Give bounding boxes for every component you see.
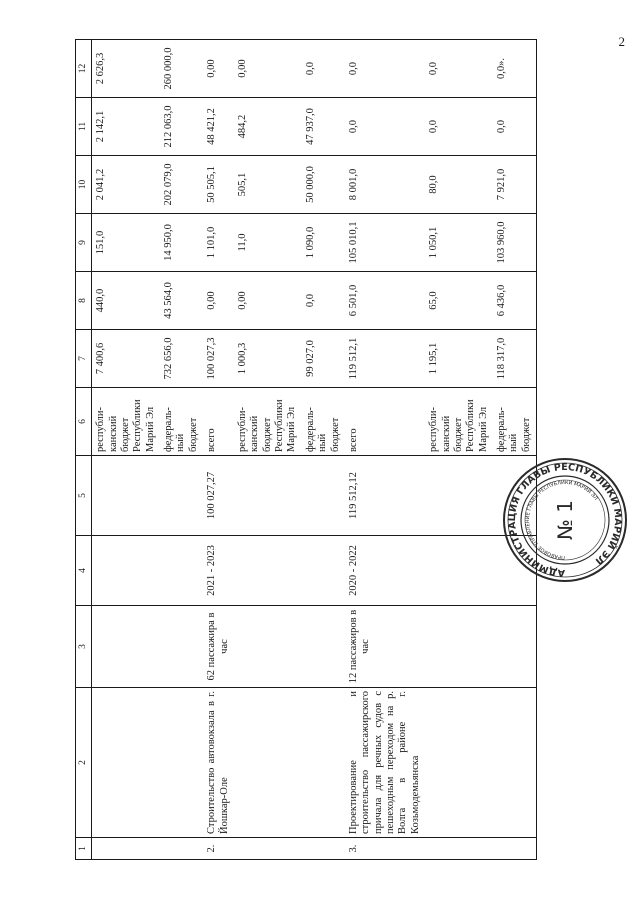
amount-cell-col11: 0,0	[345, 98, 425, 156]
row-number-cell	[302, 838, 345, 860]
period-cell	[302, 536, 345, 606]
table-row	[425, 40, 493, 860]
capacity-cell	[493, 606, 537, 688]
period-cell	[425, 536, 493, 606]
period-cell	[160, 536, 203, 606]
column-header-12: 12	[76, 40, 92, 98]
estimated-cost-cell	[92, 456, 160, 536]
amount-cell-col8: 65,0	[425, 272, 493, 330]
estimated-cost-cell	[160, 456, 203, 536]
column-header-6: 6	[76, 388, 92, 456]
object-name-cell	[302, 688, 345, 838]
amount-cell-col9: 105 010,1	[345, 214, 425, 272]
row-number-cell	[234, 838, 302, 860]
amount-cell-col11: 0,0	[425, 98, 493, 156]
amount-cell-col12: 0,00	[234, 40, 302, 98]
capacity-cell	[92, 606, 160, 688]
amount-cell-col7: 7 400,6	[92, 330, 160, 388]
object-name-cell	[234, 688, 302, 838]
amount-cell-col8: 0,00	[234, 272, 302, 330]
amount-cell-col7: 99 027,0	[302, 330, 345, 388]
amount-cell-col11: 47 937,0	[302, 98, 345, 156]
row-number-cell	[493, 838, 537, 860]
period-cell: 2020 - 2022	[345, 536, 425, 606]
amount-cell-col10: 50 505,1	[203, 156, 234, 214]
amount-cell-col9: 1 050,1	[425, 214, 493, 272]
object-name-cell	[92, 688, 160, 838]
amount-cell-col12: 0,0	[302, 40, 345, 98]
capacity-cell	[160, 606, 203, 688]
funding-source-cell: федераль- ный бюджет	[160, 388, 203, 456]
amount-cell-col8: 0,00	[203, 272, 234, 330]
stamp-number: № 1	[553, 500, 577, 540]
amount-cell-col7: 100 027,3	[203, 330, 234, 388]
estimated-cost-cell	[425, 456, 493, 536]
amount-cell-col11: 212 063,0	[160, 98, 203, 156]
object-name-cell	[160, 688, 203, 838]
amount-cell-col10: 50 000,0	[302, 156, 345, 214]
amount-cell-col7: 119 512,1	[345, 330, 425, 388]
row-number-cell: 3.	[345, 838, 425, 860]
amount-cell-col7: 732 656,0	[160, 330, 203, 388]
funding-source-cell: федераль- ный бюджет	[302, 388, 345, 456]
funding-source-cell: всего	[203, 388, 234, 456]
page-number: 2	[618, 34, 625, 49]
amount-cell-col12: 0,0	[345, 40, 425, 98]
amount-cell-col10: 8 001,0	[345, 156, 425, 214]
amount-cell-col10: 80,0	[425, 156, 493, 214]
table-body	[92, 40, 537, 860]
amount-cell-col9: 151,0	[92, 214, 160, 272]
capacity-cell	[425, 606, 493, 688]
amount-cell-col12: 2 626,3	[92, 40, 160, 98]
amount-cell-col10: 7 921,0	[493, 156, 537, 214]
amount-cell-col9: 11,0	[234, 214, 302, 272]
funding-source-cell: всего	[345, 388, 425, 456]
amount-cell-col12: 0,0».	[493, 40, 537, 98]
column-header-4: 4	[76, 536, 92, 606]
object-name-cell	[493, 688, 537, 838]
rotated-content	[75, 40, 623, 860]
row-number-cell	[425, 838, 493, 860]
object-name-cell	[425, 688, 493, 838]
column-header-2: 2	[76, 688, 92, 838]
amount-cell-col10: 505,1	[234, 156, 302, 214]
column-header-9: 9	[76, 214, 92, 272]
table-row	[92, 40, 160, 860]
budget-table	[75, 39, 537, 860]
stamp-outer-text: АДМИНИСТРАЦИЯ ГЛАВЫ РЕСПУБЛИКИ МАРИЙ ЭЛ	[506, 461, 624, 579]
period-cell	[92, 536, 160, 606]
amount-cell-col12: 260 000,0	[160, 40, 203, 98]
funding-source-cell: федераль- ный бюджет	[493, 388, 537, 456]
table-row	[234, 40, 302, 860]
column-header-5: 5	[76, 456, 92, 536]
official-seal-stamp	[500, 455, 630, 585]
amount-cell-col8: 0,0	[302, 272, 345, 330]
amount-cell-col11: 0,0	[493, 98, 537, 156]
amount-cell-col7: 1 000,3	[234, 330, 302, 388]
amount-cell-col12: 0,00	[203, 40, 234, 98]
period-cell	[234, 536, 302, 606]
amount-cell-col8: 43 564,0	[160, 272, 203, 330]
column-header-10: 10	[76, 156, 92, 214]
row-number-cell	[160, 838, 203, 860]
amount-cell-col12: 0,0	[425, 40, 493, 98]
estimated-cost-cell	[302, 456, 345, 536]
amount-cell-col8: 440,0	[92, 272, 160, 330]
capacity-cell	[234, 606, 302, 688]
column-header-3: 3	[76, 606, 92, 688]
funding-source-cell: республи- канский бюджет Республики Марий Эл	[234, 388, 302, 456]
column-header-7: 7	[76, 330, 92, 388]
column-header-11: 11	[76, 98, 92, 156]
amount-cell-col8: 6 501,0	[345, 272, 425, 330]
amount-cell-col10: 2 041,2	[92, 156, 160, 214]
column-header-1: 1	[76, 838, 92, 860]
table-row	[493, 40, 537, 860]
row-number-cell	[92, 838, 160, 860]
column-header-8: 8	[76, 272, 92, 330]
estimated-cost-cell	[234, 456, 302, 536]
amount-cell-col9: 14 950,0	[160, 214, 203, 272]
object-name-cell: Строительство автовокзала в г. Йошкар-Оле	[203, 688, 234, 838]
stamp-inner-text: ПРАВОВОЕ УПРАВЛЕНИЕ ГЛАВЫ РЕСПУБЛИКИ МАРИЙ ЭЛ	[524, 479, 599, 561]
amount-cell-col11: 48 421,2	[203, 98, 234, 156]
capacity-cell	[302, 606, 345, 688]
amount-cell-col11: 2 142,1	[92, 98, 160, 156]
amount-cell-col11: 484,2	[234, 98, 302, 156]
amount-cell-col9: 1 090,0	[302, 214, 345, 272]
capacity-cell: 62 пассажира в час	[203, 606, 234, 688]
amount-cell-col7: 1 195,1	[425, 330, 493, 388]
estimated-cost-cell: 119 512,12	[345, 456, 425, 536]
amount-cell-col8: 6 436,0	[493, 272, 537, 330]
estimated-cost-cell: 100 027,27	[203, 456, 234, 536]
period-cell: 2021 - 2023	[203, 536, 234, 606]
funding-source-cell: республи- канский бюджет Республики Марий Эл	[92, 388, 160, 456]
table-row	[203, 40, 234, 860]
table-header	[76, 40, 92, 860]
amount-cell-col10: 202 079,0	[160, 156, 203, 214]
row-number-cell: 2.	[203, 838, 234, 860]
table-row	[160, 40, 203, 860]
table-row	[345, 40, 425, 860]
amount-cell-col9: 103 960,0	[493, 214, 537, 272]
table-row	[302, 40, 345, 860]
capacity-cell: 12 пассажиров в час	[345, 606, 425, 688]
amount-cell-col9: 1 101,0	[203, 214, 234, 272]
object-name-cell: Проектирование и строительство пассажирского причала для речных судов с пешеходным переходом на р. Волга в районе г. Козьмодемьянска	[345, 688, 425, 838]
funding-source-cell: республи- канский бюджет Республики Марий Эл	[425, 388, 493, 456]
amount-cell-col7: 118 317,0	[493, 330, 537, 388]
rotated-table-area	[75, 40, 623, 860]
